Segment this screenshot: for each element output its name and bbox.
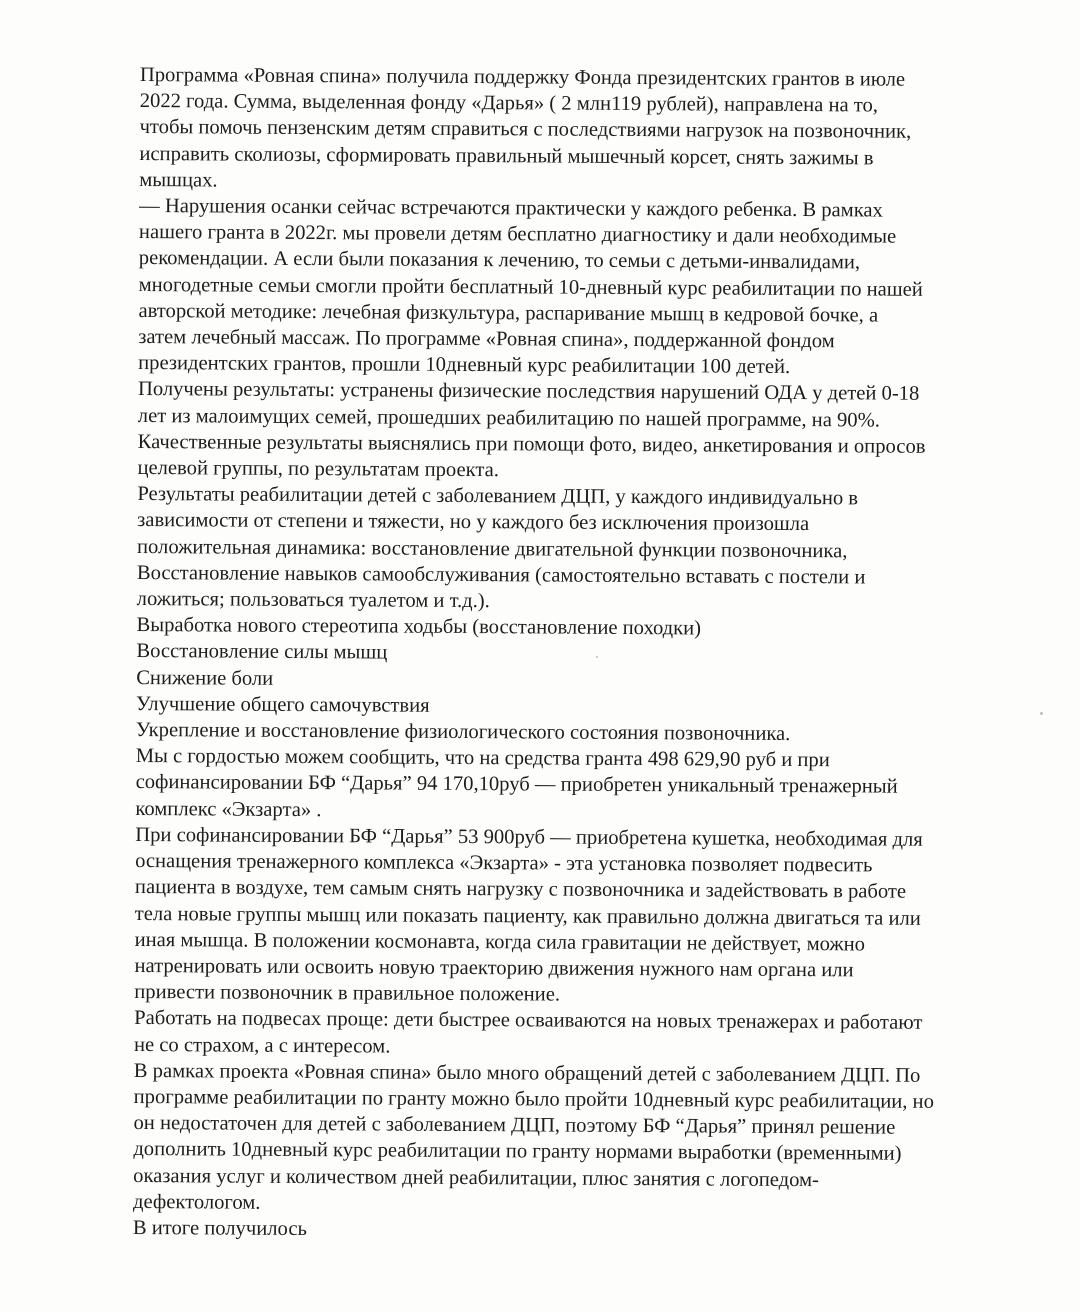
text-line: дополнить 10дневный курс реабилитации по гранту нормами выработки (временными) [133,1138,902,1166]
text-line: положительная динамика: восстановление двигательной функции позвоночника, [136,535,848,562]
text-line: Программа «Ровная спина» получила поддержку Фонда президентских грантов в июле [139,63,906,91]
text-line: комплекс «Экзарта» . [135,797,322,821]
text-line: Восстановление силы мышц [136,640,388,664]
text-line: оказания услуг и количеством дней реабилитации, плюс занятия с логопедом- [133,1164,820,1191]
text-line: Выработка нового стереотипа ходьбы (восстановление походки) [136,614,702,640]
text-line: натренировать или освоить новую траекторию движения нужного нам органа или [134,954,854,982]
text-line: лет из малоимущих семей, прошедших реабилитацию по нашей программе, на 90%. [137,404,880,432]
text-line: привести позвоночник в правильное положение. [134,981,561,1006]
text-line: многодетные семьи смогли пройти бесплатный 10-дневный курс реабилитации по нашей [138,273,923,301]
text-line: 2022 года. Сумма, выделенная фонду «Дарья» ( 2 млн119 рублей), направлена на то, [139,90,879,117]
text-line: мышцах. [139,168,218,192]
text-line: ложиться; пользоваться туалетом и т.д.). [136,588,490,613]
text-line: не со страхом, а с интересом. [133,1033,391,1058]
text-line: чтобы помочь пензенским детям справиться с последствиями нагрузок на позвоночник, [139,116,912,144]
text-line: нашего гранта в 2022г. мы провели детям бесплатно диагностику и дали необходимые [138,221,897,248]
text-line: исправить сколиозы, сформировать правильный мышечный корсет, снять зажимы в [139,142,874,170]
text-line: программе реабилитации по гранту можно было пройти 10дневный курс реабилитации, но [133,1085,934,1113]
scan-speck [1040,712,1043,715]
text-line: Улучшение общего самочувствия [136,692,430,717]
text-line: Работать на подвесах проще: дети быстрее осваиваются на новых тренажерах и работают [134,1007,923,1035]
text-line: В рамках проекта «Ровная спина» было много обращений детей с заболеванием ДЦП. По [133,1059,921,1087]
text-line: оснащения тренажерного комплекса «Экзарта» - эта установка позволяет подвесить [135,850,873,877]
text-line: Качественные результаты выяснялись при помощи фото, видео, анкетирования и опросов [137,430,926,458]
text-line: президентских грантов, прошли 10дневный курс реабилитации 100 детей. [138,352,791,379]
text-line: При софинансировании БФ “Дарья” 53 900руб — приобретена кушетка, необходимая для [135,823,923,851]
text-line: он недостаточен для детей с заболеванием ДЦП, поэтому БФ “Дарья” принял решение [133,1112,896,1139]
text-line: Результаты реабилитации детей с заболеванием ДЦП, у каждого индивидуально в [137,483,859,510]
text-line: затем лечебный массаж. По программе «Ровная спина», поддержанной фондом [138,326,835,353]
text-line: зависимости от степени и тяжести, но у каждого без исключения произошла [137,509,810,536]
text-line: иная мышца. В положении космонавта, когда сила гравитации не действует, можно [134,928,866,956]
text-line: целевой группы, по результатам проекта. [137,457,500,482]
text-line: рекомендации. А если были показания к лечению, то семьи с детьми-инвалидами, [138,247,861,274]
text-line: Мы с гордостью можем сообщить, что на средства гранта 498 629,90 руб и при [135,745,830,772]
text-line: Укрепление и восстановление физиологического состояния позвоночника. [135,719,791,746]
text-line: — Нарушения осанки сейчас встречаются практически у каждого ребенка. В рамках [139,195,883,222]
text-line: тела новые группы мышц или показать пациенту, как правильно должна двигаться та или [134,902,921,930]
text-line: пациента в воздухе, тем самым снять нагрузку с позвоночника и задействовать в работе [134,876,907,903]
text-line: софинансировании БФ “Дарья” 94 170,10руб — приобретен уникальный тренажерный [135,771,898,799]
text-line: дефектологом. [132,1190,261,1214]
text-line: авторской методике: лечебная физкультура, распаривание мышц в кедровой бочке, а [138,299,879,327]
document-body [133,62,1040,1247]
text-line: Получены результаты: устранены физические последствия нарушений ОДА у детей 0-18 [137,378,920,406]
text-line: Восстановление навыков самообслуживания (самостоятельно вставать с постели и [136,561,866,589]
text-line: Снижение боли [136,666,274,690]
text-line: В итоге получилось [132,1216,307,1240]
